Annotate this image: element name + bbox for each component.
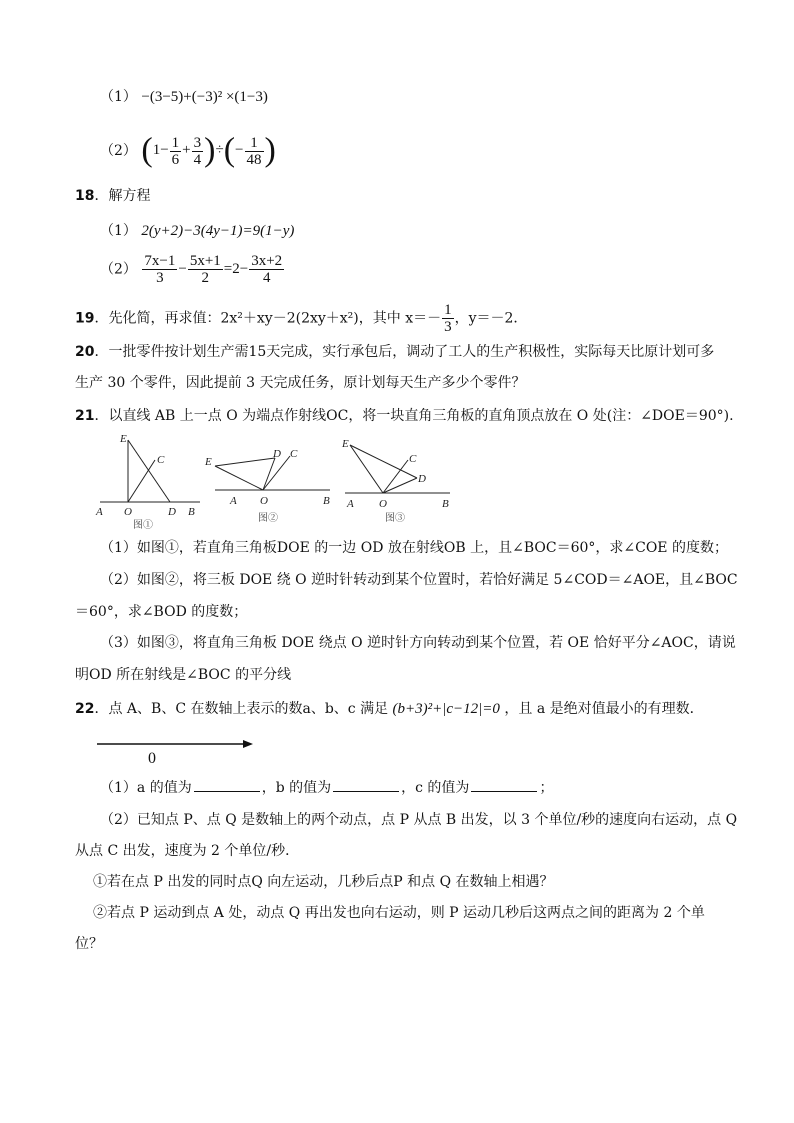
numerator: 1: [444, 302, 452, 318]
question-number: 22: [75, 701, 95, 717]
operator: +: [182, 142, 191, 159]
fraction: [245, 135, 264, 168]
answer-blank-c[interactable]: [471, 777, 537, 792]
question-number: 21: [75, 408, 95, 424]
paren: ): [264, 132, 276, 169]
caption-3: 图③: [385, 513, 405, 524]
denominator: 4: [262, 270, 271, 286]
fraction: [442, 302, 454, 335]
caption-2: 图②: [258, 513, 278, 524]
denominator: 3: [156, 270, 164, 286]
label-d: D: [418, 473, 426, 485]
question-22-subpart-2-line-2: [75, 934, 103, 954]
label-b: B: [323, 495, 330, 507]
ray-oe: [350, 445, 383, 493]
number-line: [95, 735, 260, 769]
part-label: （2）: [100, 261, 137, 278]
expression: [141, 132, 276, 169]
label-o: O: [260, 495, 268, 507]
label-a: A: [230, 495, 237, 507]
question-21-part-1: [100, 538, 728, 558]
triangle-hypotenuse: [215, 458, 275, 466]
figure-2: [215, 456, 330, 490]
question-text: ．解方程: [94, 188, 151, 204]
label-d: D: [168, 506, 176, 518]
question-19: [75, 302, 527, 338]
denominator: 2: [201, 270, 210, 286]
question-text: ．一批零件按计划生产需15天完成，实行承包后，调动了工人的生产积极性，实际每天比原计划可多: [94, 344, 715, 360]
problem-17-part-1: [100, 87, 268, 107]
question-18-part-1: [100, 221, 294, 241]
part-label: （1）: [100, 89, 137, 105]
part-label: （2）: [100, 143, 137, 159]
operator: −: [235, 142, 244, 159]
denominator: 48: [246, 151, 262, 168]
problem-17-part-2: [100, 134, 276, 170]
term: 1−: [152, 142, 169, 159]
question-number: 18: [75, 188, 95, 204]
question-text: ．先化简，再求值：2x²＋xy－2(2xy＋x²)，其中 x＝－: [94, 310, 442, 327]
label-e: E: [205, 456, 212, 468]
label-c: C: [409, 453, 417, 465]
numerator: 1: [171, 134, 180, 151]
label-o: O: [379, 498, 387, 510]
ray-oe: [215, 466, 263, 490]
question-21-part-2-line-2: [75, 602, 247, 622]
question-text: 生产 30 个零件，因此提前 3 天完成任务，原计划每天生产多少个零件？: [75, 375, 526, 391]
paren: (: [141, 132, 153, 169]
question-text: ．点 A、B、C 在数轴上表示的数a、b、c 满足: [94, 701, 389, 717]
label-e: E: [120, 433, 127, 445]
caption-1: 图①: [133, 520, 153, 530]
operator: =2−: [223, 260, 249, 277]
label-d: D: [273, 448, 281, 460]
fraction: [188, 253, 223, 286]
denominator: 6: [171, 151, 180, 168]
expression: −(3−5)+(−3)² ×(1−3): [141, 89, 268, 105]
fraction: [170, 135, 182, 168]
numerator: 3x+2: [251, 253, 283, 269]
question-21-part-2-line-1: [100, 570, 738, 590]
question-21: [75, 406, 734, 426]
question-text: （1）如图①，若直角三角板DOE 的一边 OD 放在射线OB 上，且∠BOC＝60°，求∠COE 的度数；: [100, 540, 728, 556]
fraction: [192, 135, 204, 168]
zero-label: 0: [148, 750, 156, 767]
answer-blank-a[interactable]: [194, 777, 260, 792]
question-text: （2）如图②，将三板 DOE 绕 O 逆时针转动到某个位置时，若恰好满足 5∠COD＝∠AOE，且∠BOC: [100, 572, 738, 588]
question-20-line-1: [75, 342, 714, 362]
question-22-part-1: [100, 777, 553, 798]
label-c: C: [290, 448, 298, 460]
question-21-part-3-line-1: [100, 633, 736, 653]
label-b: B: [442, 498, 449, 510]
question-text-tail: ，且 a 是绝对值最小的有理数．: [504, 701, 704, 717]
arrow-icon: [243, 740, 253, 748]
ray-oc: [383, 460, 408, 493]
label-a: A: [96, 506, 103, 518]
question-18-title: [75, 186, 150, 206]
denominator: 3: [444, 319, 452, 335]
condition-expression: (b+3)²+|c−12|=0: [392, 701, 500, 717]
text: ，c 的值为: [401, 780, 470, 796]
numerator: 7x−1: [144, 253, 176, 269]
question-number: 19: [75, 310, 95, 327]
question-number: 20: [75, 344, 95, 360]
question-21-part-3-line-2: [75, 665, 291, 685]
label-o: O: [124, 506, 132, 518]
label-a: A: [347, 498, 354, 510]
question-text: （3）如图③，将直角三角板 DOE 绕点 O 逆时针方向转动到某个位置，若 OE 恰好平分∠AOC，请说: [100, 635, 736, 651]
label-e: E: [342, 438, 349, 450]
label-b: B: [188, 506, 195, 518]
paren: ): [204, 132, 216, 169]
question-text: （2）已知点 P、点 Q 是数轴上的两个动点，点 P 从点 B 出发，以 3 个单位/秒的速度向右运动，点 Q: [100, 812, 738, 828]
question-22-subpart-1: [93, 872, 554, 892]
geometry-figures: [90, 430, 470, 530]
text: ；: [539, 780, 554, 796]
question-text: 从点 C 出发，速度为 2 个单位/秒．: [75, 843, 300, 859]
question-18-part-2: [100, 253, 285, 289]
figure-1: [100, 440, 200, 502]
question-text: ②若点 P 运动到点 A 处，动点 Q 再出发也向右运动，则 P 运动几秒后这两点之间的距离为 2 个单: [93, 905, 705, 921]
numerator: 3: [193, 134, 202, 151]
text: （1）a 的值为: [100, 780, 192, 796]
figure-3: [345, 445, 450, 493]
paren: (: [223, 132, 236, 169]
denominator: 4: [193, 151, 202, 168]
operator: ÷: [215, 142, 224, 159]
question-20-line-2: [75, 373, 526, 393]
part-label: （1）: [100, 223, 137, 239]
numerator: 5x+1: [189, 253, 221, 269]
question-22-part-2-line-2: [75, 841, 299, 861]
question-text: 位？: [75, 936, 103, 952]
operator: −: [178, 260, 187, 277]
text: ，b 的值为: [261, 780, 332, 796]
ray-oc: [128, 460, 155, 502]
numerator: 1: [245, 135, 264, 152]
question-text: ＝60°，求∠BOD 的度数；: [75, 604, 248, 620]
ray-od: [263, 458, 275, 490]
question-22-subpart-2-line-1: [93, 903, 705, 923]
fraction: [142, 253, 177, 286]
question-text: ①若在点 P 出发的同时点Q 向左运动，几秒后点P 和点 Q 在数轴上相遇？: [93, 874, 554, 890]
equation: [141, 253, 285, 286]
answer-blank-b[interactable]: [333, 777, 399, 792]
question-text: ．以直线 AB 上一点 O 为端点作射线OC，将一块直角三角板的直角顶点放在 O 处(注：∠DOE＝90°).: [94, 408, 734, 424]
question-text-tail: ，y＝－2．: [454, 310, 528, 327]
label-c: C: [157, 454, 165, 466]
fraction: [249, 253, 284, 286]
question-22: [75, 699, 704, 719]
ray-oc: [263, 456, 290, 490]
equation: 2(y+2)−3(4y−1)=9(1−y): [141, 223, 295, 239]
question-text: 明OD 所在射线是∠BOC 的平分线: [75, 667, 292, 683]
question-22-part-2-line-1: [100, 810, 737, 830]
